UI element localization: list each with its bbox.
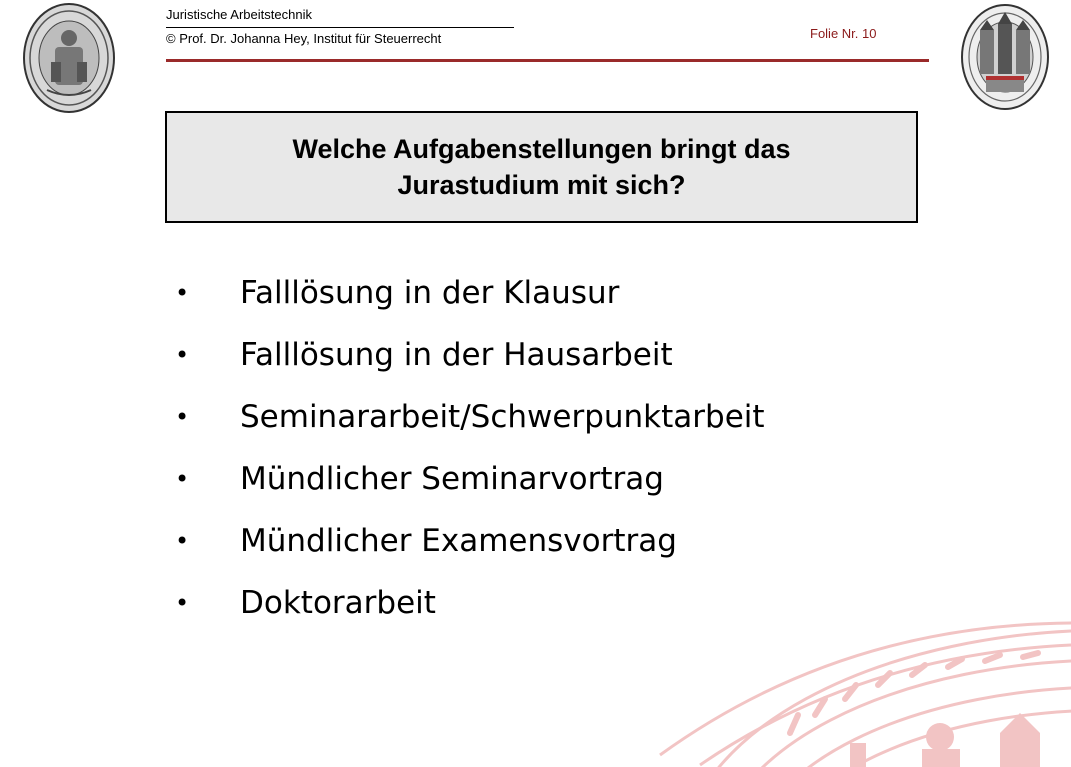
- bullet-icon: •: [175, 279, 190, 307]
- bullet-text: Falllösung in der Klausur: [240, 275, 620, 311]
- seal-watermark-icon: [640, 615, 1071, 767]
- slide-number: Folie Nr. 10: [810, 26, 877, 41]
- title-box: [165, 111, 918, 223]
- bullet-list: [175, 262, 765, 634]
- bullet-icon: •: [175, 589, 190, 617]
- list-item: [175, 262, 765, 324]
- university-seal-right-logo: [958, 0, 1052, 112]
- bullet-icon: •: [175, 465, 190, 493]
- header-red-rule: [166, 59, 929, 62]
- list-item: [175, 510, 765, 572]
- slide-title: Welche Aufgabenstellungen bringt das Jurastudium mit sich?: [292, 134, 791, 200]
- bullet-text: Falllösung in der Hausarbeit: [240, 337, 673, 373]
- bullet-icon: •: [175, 341, 190, 369]
- author-line: © Prof. Dr. Johanna Hey, Institut für Steuerrecht: [166, 31, 442, 46]
- bullet-icon: •: [175, 403, 190, 431]
- list-item: [175, 448, 765, 510]
- header-divider: [166, 27, 514, 28]
- course-title: Juristische Arbeitstechnik: [166, 7, 312, 22]
- university-seal-left-logo: [22, 2, 116, 114]
- bullet-text: Mündlicher Examensvortrag: [240, 523, 677, 559]
- bullet-icon: •: [175, 527, 190, 555]
- bullet-text: Seminararbeit/Schwerpunktarbeit: [240, 399, 765, 435]
- list-item: [175, 386, 765, 448]
- list-item: [175, 324, 765, 386]
- bullet-text: Mündlicher Seminarvortrag: [240, 461, 664, 497]
- bullet-text: Doktorarbeit: [240, 585, 436, 621]
